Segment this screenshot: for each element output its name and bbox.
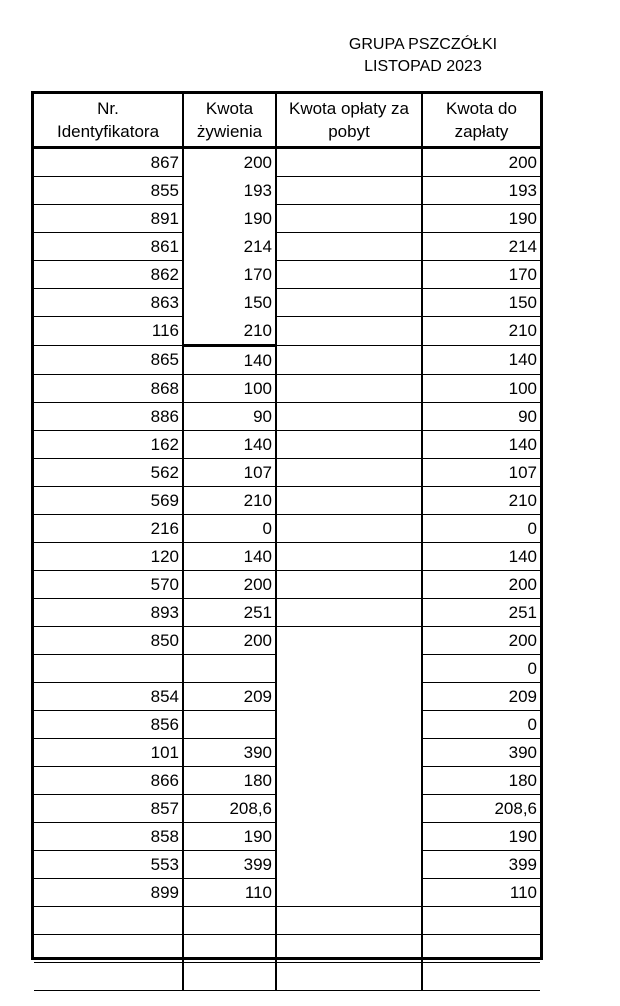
cell-pobyt	[276, 654, 422, 682]
cell-pobyt	[276, 374, 422, 402]
cell-zywienie	[183, 906, 276, 934]
cell-do-zaplaty: 140	[422, 542, 540, 570]
header-pobyt: Kwota opłaty za pobyt	[276, 94, 422, 148]
cell-pobyt	[276, 261, 422, 289]
cell-zywienie: 140	[183, 345, 276, 374]
cell-zywienie: 193	[183, 177, 276, 205]
table-row	[34, 878, 540, 906]
cell-pobyt	[276, 542, 422, 570]
cell-do-zaplaty: 251	[422, 598, 540, 626]
cell-id: 854	[34, 682, 183, 710]
cell-id	[34, 934, 183, 962]
cell-id: 101	[34, 738, 183, 766]
cell-zywienie: 110	[183, 878, 276, 906]
period-label: LISTOPAD 2023	[364, 58, 482, 75]
cell-pobyt	[276, 289, 422, 317]
cell-pobyt	[276, 598, 422, 626]
cell-zywienie: 107	[183, 458, 276, 486]
cell-do-zaplaty: 0	[422, 654, 540, 682]
table-row	[34, 542, 540, 570]
cell-id: 856	[34, 710, 183, 738]
cell-id: 120	[34, 542, 183, 570]
table-row	[34, 682, 540, 710]
table-row	[34, 794, 540, 822]
cell-pobyt	[276, 514, 422, 542]
cell-do-zaplaty: 0	[422, 514, 540, 542]
cell-do-zaplaty	[422, 962, 540, 990]
table-row	[34, 822, 540, 850]
cell-id: 866	[34, 766, 183, 794]
table-row	[34, 261, 540, 289]
cell-id: 863	[34, 289, 183, 317]
group-name: GRUPA PSZCZÓŁKI	[348, 36, 498, 53]
cell-id: 857	[34, 794, 183, 822]
cell-zywienie	[183, 962, 276, 990]
cell-do-zaplaty: 399	[422, 850, 540, 878]
cell-do-zaplaty: 170	[422, 261, 540, 289]
cell-id	[34, 962, 183, 990]
cell-id: 886	[34, 402, 183, 430]
cell-do-zaplaty: 208,6	[422, 794, 540, 822]
cell-pobyt	[276, 486, 422, 514]
cell-id: 562	[34, 458, 183, 486]
cell-pobyt	[276, 878, 422, 906]
cell-zywienie: 170	[183, 261, 276, 289]
table-row	[34, 710, 540, 738]
cell-do-zaplaty: 200	[422, 626, 540, 654]
cell-do-zaplaty: 107	[422, 458, 540, 486]
cell-do-zaplaty: 0	[422, 710, 540, 738]
table-row	[34, 402, 540, 430]
cell-pobyt	[276, 850, 422, 878]
cell-do-zaplaty: 100	[422, 374, 540, 402]
cell-zywienie: 200	[183, 148, 276, 177]
cell-zywienie: 100	[183, 374, 276, 402]
table-row	[34, 934, 540, 962]
cell-zywienie: 200	[183, 626, 276, 654]
cell-do-zaplaty: 180	[422, 766, 540, 794]
cell-zywienie: 140	[183, 542, 276, 570]
table-row	[34, 850, 540, 878]
cell-do-zaplaty: 214	[422, 233, 540, 261]
cell-id	[34, 906, 183, 934]
cell-zywienie: 190	[183, 822, 276, 850]
table-row	[34, 289, 540, 317]
cell-pobyt	[276, 710, 422, 738]
cell-pobyt	[276, 682, 422, 710]
table-row	[34, 962, 540, 990]
cell-pobyt	[276, 626, 422, 654]
cell-zywienie	[183, 934, 276, 962]
table-row	[34, 458, 540, 486]
cell-pobyt	[276, 345, 422, 374]
table-row	[34, 177, 540, 205]
cell-zywienie: 180	[183, 766, 276, 794]
cell-do-zaplaty: 90	[422, 402, 540, 430]
cell-do-zaplaty: 190	[422, 205, 540, 233]
cell-id: 865	[34, 345, 183, 374]
cell-zywienie: 150	[183, 289, 276, 317]
header-zywienie: Kwota żywienia	[183, 94, 276, 148]
cell-zywienie: 251	[183, 598, 276, 626]
table-row	[34, 345, 540, 374]
header-id: Nr. Identyfikatora	[34, 94, 183, 148]
table-row	[34, 205, 540, 233]
table-header-row	[34, 94, 540, 148]
cell-do-zaplaty: 140	[422, 345, 540, 374]
cell-zywienie	[183, 654, 276, 682]
cell-zywienie: 140	[183, 430, 276, 458]
cell-zywienie: 90	[183, 402, 276, 430]
cell-pobyt	[276, 822, 422, 850]
cell-pobyt	[276, 148, 422, 177]
cell-pobyt	[276, 570, 422, 598]
cell-id: 899	[34, 878, 183, 906]
cell-do-zaplaty	[422, 906, 540, 934]
table-row	[34, 570, 540, 598]
cell-zywienie: 208,6	[183, 794, 276, 822]
cell-id	[34, 654, 183, 682]
cell-pobyt	[276, 962, 422, 990]
cell-pobyt	[276, 458, 422, 486]
cell-zywienie	[183, 710, 276, 738]
cell-id: 553	[34, 850, 183, 878]
cell-id: 569	[34, 486, 183, 514]
table-row	[34, 317, 540, 346]
cell-id: 570	[34, 570, 183, 598]
cell-pobyt	[276, 934, 422, 962]
cell-pobyt	[276, 738, 422, 766]
payments-table	[34, 94, 540, 991]
cell-zywienie: 190	[183, 205, 276, 233]
cell-do-zaplaty: 200	[422, 148, 540, 177]
cell-id: 855	[34, 177, 183, 205]
cell-id: 858	[34, 822, 183, 850]
cell-pobyt	[276, 906, 422, 934]
table-row	[34, 598, 540, 626]
cell-do-zaplaty: 210	[422, 317, 540, 346]
table-row	[34, 233, 540, 261]
cell-pobyt	[276, 205, 422, 233]
table-row	[34, 906, 540, 934]
cell-zywienie: 200	[183, 570, 276, 598]
cell-do-zaplaty: 209	[422, 682, 540, 710]
payments-table-frame	[31, 91, 543, 960]
table-row	[34, 148, 540, 177]
cell-zywienie: 209	[183, 682, 276, 710]
document-title	[300, 34, 546, 78]
cell-do-zaplaty: 200	[422, 570, 540, 598]
cell-zywienie: 0	[183, 514, 276, 542]
cell-id: 216	[34, 514, 183, 542]
cell-id: 862	[34, 261, 183, 289]
cell-pobyt	[276, 402, 422, 430]
cell-do-zaplaty: 210	[422, 486, 540, 514]
cell-pobyt	[276, 233, 422, 261]
cell-id: 116	[34, 317, 183, 346]
cell-pobyt	[276, 177, 422, 205]
table-row	[34, 430, 540, 458]
cell-id: 893	[34, 598, 183, 626]
cell-zywienie: 399	[183, 850, 276, 878]
cell-pobyt	[276, 766, 422, 794]
cell-pobyt	[276, 794, 422, 822]
cell-zywienie: 210	[183, 317, 276, 346]
cell-pobyt	[276, 430, 422, 458]
cell-id: 162	[34, 430, 183, 458]
cell-do-zaplaty	[422, 934, 540, 962]
cell-pobyt	[276, 317, 422, 346]
cell-do-zaplaty: 190	[422, 822, 540, 850]
cell-do-zaplaty: 140	[422, 430, 540, 458]
table-row	[34, 626, 540, 654]
cell-zywienie: 210	[183, 486, 276, 514]
table-row	[34, 654, 540, 682]
cell-do-zaplaty: 193	[422, 177, 540, 205]
cell-id: 868	[34, 374, 183, 402]
cell-id: 861	[34, 233, 183, 261]
table-row	[34, 374, 540, 402]
cell-zywienie: 390	[183, 738, 276, 766]
table-row	[34, 738, 540, 766]
table-row	[34, 766, 540, 794]
cell-do-zaplaty: 110	[422, 878, 540, 906]
cell-id: 891	[34, 205, 183, 233]
cell-do-zaplaty: 150	[422, 289, 540, 317]
cell-id: 867	[34, 148, 183, 177]
table-row	[34, 486, 540, 514]
cell-id: 850	[34, 626, 183, 654]
cell-zywienie: 214	[183, 233, 276, 261]
table-row	[34, 514, 540, 542]
cell-do-zaplaty: 390	[422, 738, 540, 766]
header-do-zaplaty: Kwota do zapłaty	[422, 94, 540, 148]
